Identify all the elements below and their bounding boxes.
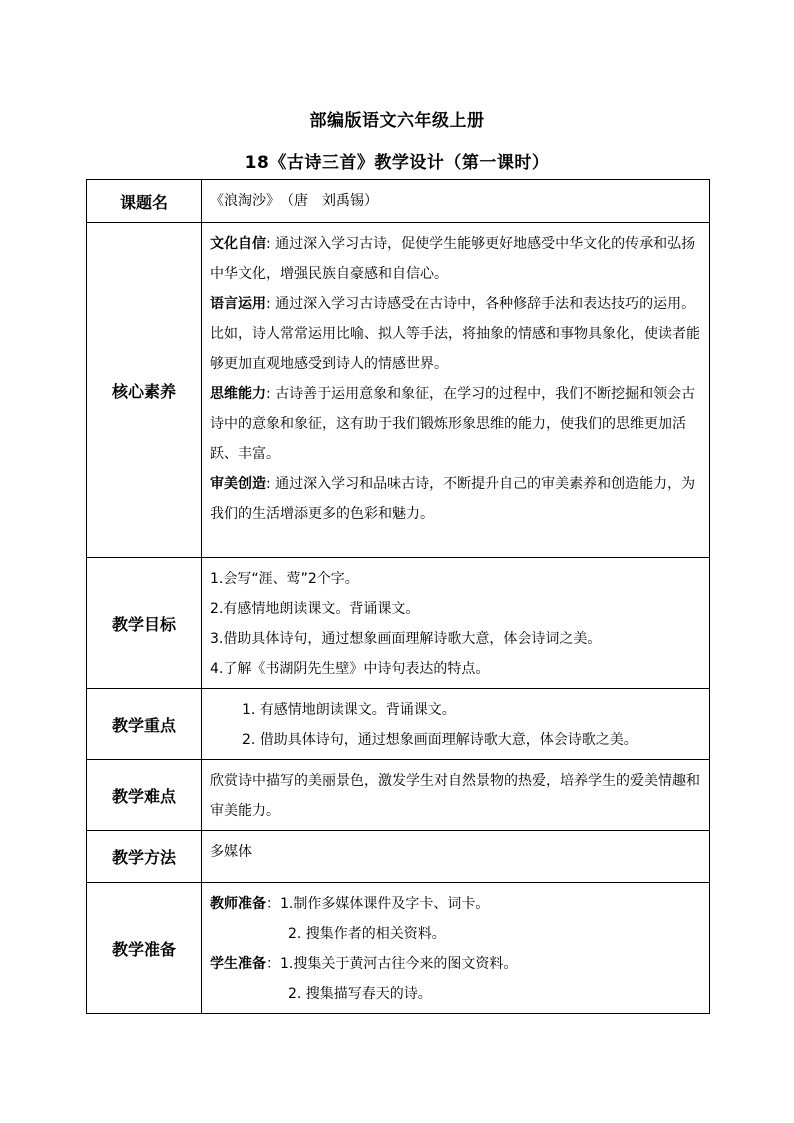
core-item-aesthetic: 审美创造: 通过深入学习和品味古诗，不断提升自己的审美素养和创造能力，为我们的生活增添更多的色彩和魅力。	[210, 476, 696, 522]
label-core-literacy: 核心素养	[87, 223, 202, 558]
student-prep-line: 学生准备：1.搜集关于黄河古往今来的图文资料。	[210, 956, 518, 972]
key-point-item: 2. 借助具体诗句，通过想象画面理解诗歌大意，体会诗歌之美。	[242, 732, 638, 748]
goal-item: 3.借助具体诗句，通过想象画面理解诗歌大意，体会诗词之美。	[210, 631, 602, 647]
teacher-prep-line: 2. 搜集作者的相关资料。	[288, 926, 446, 942]
goal-item: 4.了解《书湖阴先生壁》中诗句表达的特点。	[210, 661, 490, 677]
row-difficulty	[87, 760, 710, 831]
core-item-culture: 文化自信: 通过深入学习古诗，促使学生能够更好地感受中华文化的传承和弘扬中华文化，增强民族自豪感和自信心。	[210, 236, 696, 282]
document-title: 部编版语文六年级上册	[309, 111, 485, 131]
row-teaching-goals	[87, 558, 710, 689]
label-preparation: 教学准备	[87, 883, 202, 1014]
core-item-thinking: 思维能力: 古诗善于运用意象和象征，在学习的过程中，我们不断挖掘和领会古诗中的意象和象征，这有助于我们锻炼形象思维的能力，使我们的思维更加活跃、丰富。	[210, 386, 696, 462]
label-method: 教学方法	[87, 831, 202, 883]
goal-item: 1.会写“涯、莺”2个字。	[210, 571, 359, 587]
value-core-literacy	[202, 223, 710, 558]
row-preparation	[87, 883, 710, 1014]
lesson-plan-table	[86, 179, 710, 1014]
goal-item: 2.有感情地朗读课文。背诵课文。	[210, 601, 420, 617]
value-method: 多媒体	[202, 831, 710, 883]
row-core-literacy	[87, 223, 710, 558]
row-topic	[87, 180, 710, 223]
label-topic: 课题名	[87, 180, 202, 223]
label-key-points: 教学重点	[87, 689, 202, 760]
value-teaching-goals	[202, 558, 710, 689]
key-point-item: 1. 有感情地朗读课文。背诵课文。	[242, 702, 456, 718]
teacher-prep-line: 教师准备：1.制作多媒体课件及字卡、词卡。	[210, 896, 490, 912]
value-difficulty: 欣赏诗中描写的美丽景色，激发学生对自然景物的热爱，培养学生的爱美情趣和审美能力。	[202, 760, 710, 831]
row-key-points	[87, 689, 710, 760]
core-item-language: 语言运用: 通过深入学习古诗感受在古诗中，各种修辞手法和表达技巧的运用。比如，诗人常常运用比喻、拟人等手法，将抽象的情感和事物具象化，使读者能够更加直观地感受到诗人的情感世界。	[210, 296, 700, 372]
value-key-points	[202, 689, 710, 760]
label-difficulty: 教学难点	[87, 760, 202, 831]
document-subtitle: 18《古诗三首》教学设计（第一课时）	[244, 153, 550, 173]
value-preparation	[202, 883, 710, 1014]
row-method	[87, 831, 710, 883]
label-teaching-goals: 教学目标	[87, 558, 202, 689]
value-topic: 《浪淘沙》 （唐 刘禹锡）	[202, 180, 710, 223]
student-prep-line: 2. 搜集描写春天的诗。	[288, 986, 432, 1002]
